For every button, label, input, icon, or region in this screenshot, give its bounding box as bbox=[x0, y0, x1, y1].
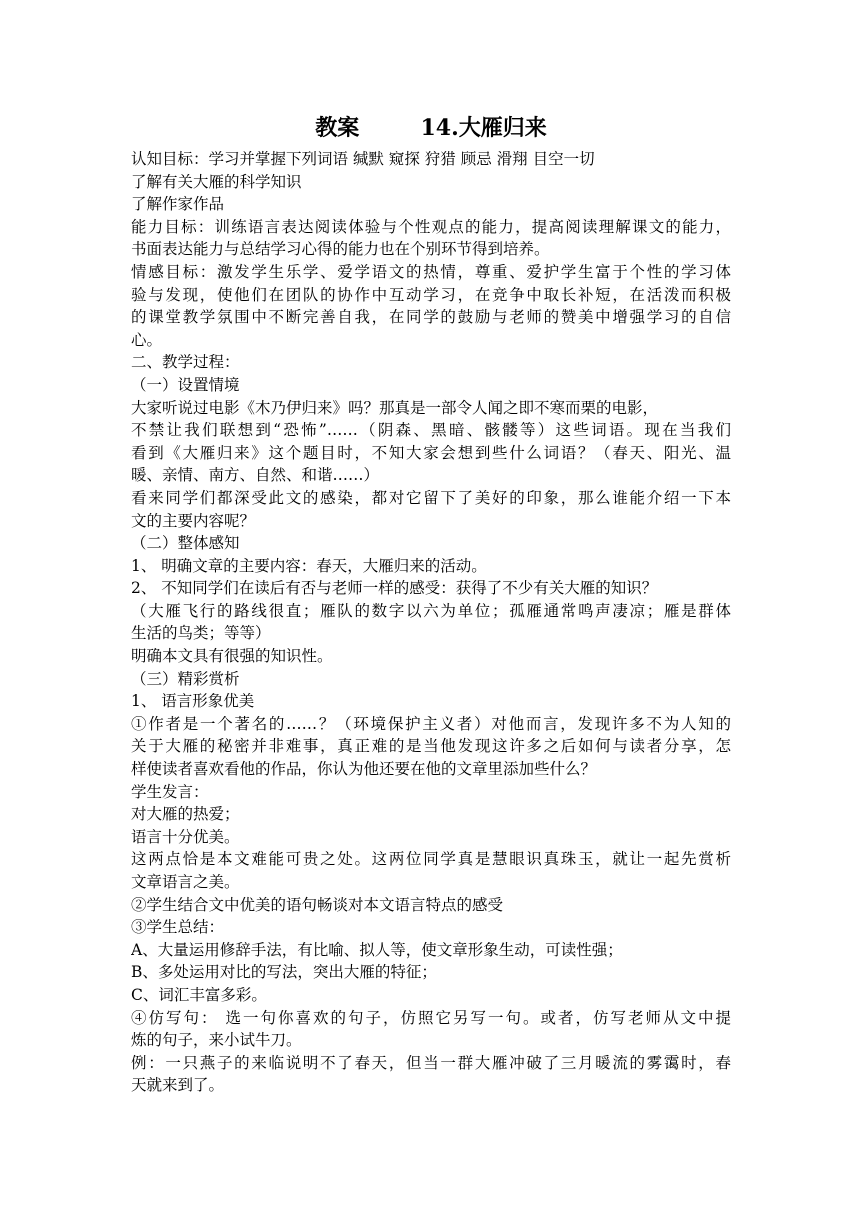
text-line: 验与发现，使他们在团队的协作中互动学习，在竞争中取长补短，在活泼而积极 bbox=[131, 285, 731, 304]
text-line: 天就来到了。 bbox=[131, 1076, 225, 1095]
text-line: 对大雁的热爱； bbox=[131, 805, 240, 824]
text-line: 看来同学们都深受此文的感染，都对它留下了美好的印象，那么谁能介绍一下本 bbox=[131, 488, 731, 507]
text-line: 2、 不知同学们在读后有否与老师一样的感受：获得了不少有关大雁的知识？ bbox=[131, 579, 658, 598]
text-line: C、词汇丰富多彩。 bbox=[131, 985, 267, 1004]
text-line: 能力目标：训练语言表达阅读体验与个性观点的能力，提高阅读理解课文的能力， bbox=[131, 217, 731, 236]
document-title: 教案 14.大雁归来 bbox=[315, 115, 547, 141]
text-line: A、大量运用修辞手法，有比喻、拟人等，使文章形象生动，可读性强； bbox=[131, 940, 623, 959]
text-line: 书面表达能力与总结学习心得的能力也在个别环节得到培养。 bbox=[131, 240, 550, 259]
text-line: B、多处运用对比的写法，突出大雁的特征； bbox=[131, 963, 437, 982]
text-line: 不禁让我们联想到“恐怖”……（阴森、黑暗、骸髅等）这些词语。现在当我们 bbox=[131, 421, 731, 440]
text-line: 例：一只燕子的来临说明不了春天，但当一群大雁冲破了三月暖流的雾霭时，春 bbox=[131, 1053, 731, 1072]
text-line: 二、教学过程： bbox=[131, 353, 240, 372]
text-line: 文章语言之美。 bbox=[131, 873, 240, 891]
text-line: 样使读者喜欢看他的作品，你认为他还要在他的文章里添加些什么？ bbox=[131, 760, 597, 779]
text-line: 炼的句子，来小试牛刀。 bbox=[131, 1031, 302, 1050]
text-line: 了解作家作品 bbox=[131, 195, 225, 214]
text-line: ①作者是一个著名的……？（环境保护主义者）对他而言，发现许多不为人知的 bbox=[131, 714, 731, 733]
text-line: 1、 明确文章的主要内容：春天，大雁归来的活动。 bbox=[131, 556, 487, 575]
text-line: （一）设置情境 bbox=[131, 375, 240, 394]
text-line: 了解有关大雁的科学知识 bbox=[131, 172, 302, 191]
text-line: （三）精彩赏析 bbox=[131, 669, 240, 688]
text-line: 语言十分优美。 bbox=[131, 827, 240, 846]
text-line: 关于大雁的秘密并非难事，真正难的是当他发现这许多之后如何与读者分享，怎 bbox=[131, 737, 731, 756]
text-line: 这两点恰是本文难能可贵之处。这两位同学真是慧眼识真珠玉，就让一起先赏析 bbox=[131, 850, 731, 869]
text-line: ②学生结合文中优美的语句畅谈对本文语言特点的感受 bbox=[131, 895, 504, 914]
document-body bbox=[131, 148, 731, 1097]
text-line: ④仿写句： 选一句你喜欢的句子，仿照它另写一句。或者，仿写老师从文中提 bbox=[131, 1008, 731, 1027]
text-line: 生活的鸟类；等等） bbox=[131, 624, 271, 643]
text-line: （大雁飞行的路线很直；雁队的数字以六为单位；孤雁通常鸣声凄凉；雁是群体 bbox=[131, 601, 731, 620]
text-line: 看到《大雁归来》这个题目时，不知大家会想到些什么词语？（春天、阳光、温 bbox=[131, 443, 731, 462]
text-line: 心。 bbox=[131, 330, 163, 349]
text-line: 的课堂教学氛围中不断完善自我，在同学的鼓励与老师的赞美中增强学习的自信 bbox=[131, 308, 731, 327]
text-line: 1、 语言形象优美 bbox=[131, 692, 255, 711]
text-line: 情感目标：激发学生乐学、爱学语文的热情，尊重、爱护学生富于个性的学习体 bbox=[131, 262, 731, 281]
text-line: 学生发言： bbox=[131, 782, 209, 801]
text-line: ③学生总结： bbox=[131, 918, 225, 937]
text-line: 明确本文具有很强的知识性。 bbox=[131, 647, 333, 666]
text-line: 认知目标：学习并掌握下列词语 缄默 窥探 狩猎 顾忌 滑翔 目空一切 bbox=[131, 150, 595, 168]
document-page bbox=[131, 112, 731, 1097]
text-line: 大家听说过电影《木乃伊归来》吗？那真是一部令人闻之即不寒而栗的电影， bbox=[131, 398, 659, 417]
text-line: 暖、亲情、南方、自然、和谐……） bbox=[131, 466, 380, 485]
text-line: 文的主要内容呢？ bbox=[131, 511, 256, 530]
text-line: （二）整体感知 bbox=[131, 534, 240, 553]
